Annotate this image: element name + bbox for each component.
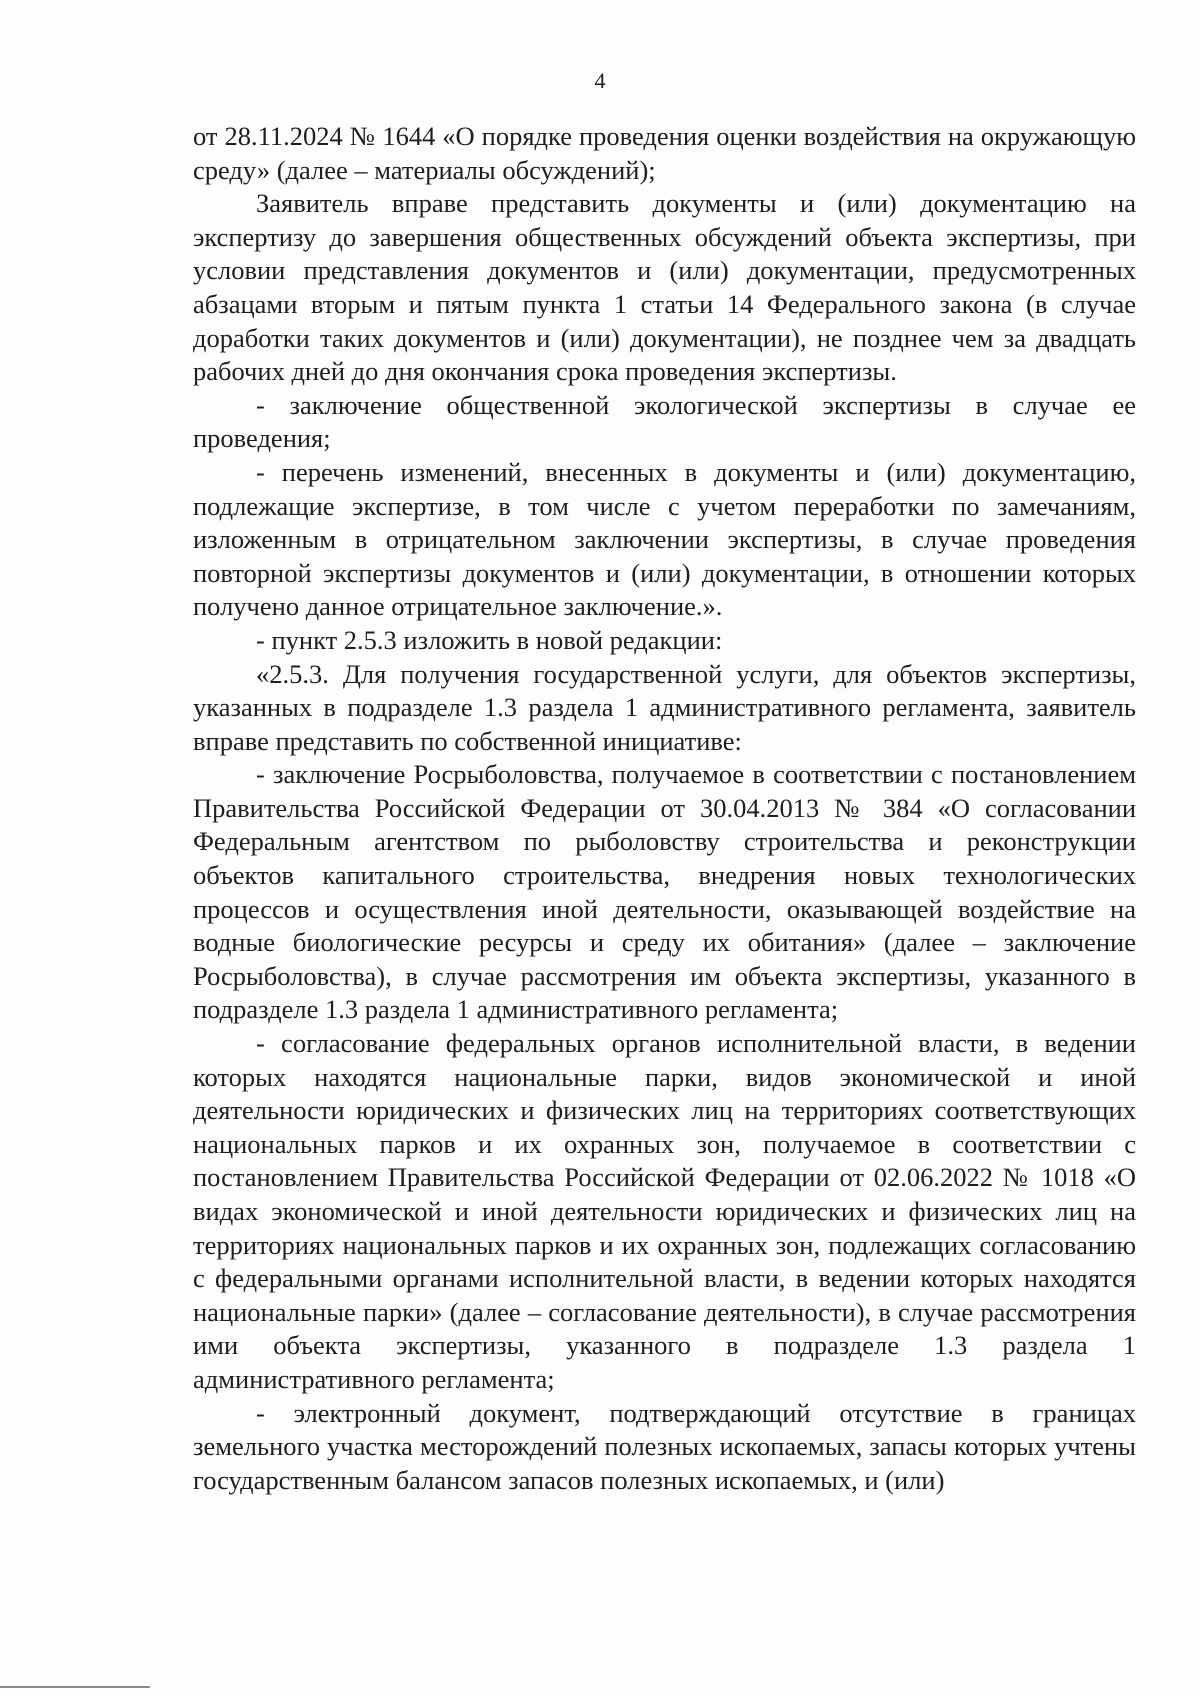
scan-edge-rule <box>0 1686 150 1688</box>
paragraph: от 28.11.2024 № 1644 «О порядке проведения оценки воздействия на окружающую среду» (далее – материалы обсуждений); <box>193 121 1136 185</box>
paragraph: Заявитель вправе представить документы и (или) документацию на экспертизу до завершения общественных обсуждений объекта экспертизы, при условии представления документов и (или) документации, предусмотренных абзацами вторым и пятым пункта 1 статьи 14 Федерального закона (в случае доработки таких документов и (или) документации), не позднее чем за двадцать рабочих дней до дня окончания срока проведения экспертизы. <box>193 188 1136 387</box>
paragraph: - согласование федеральных органов исполнительной власти, в ведении которых находятся национальные парки, видов экономической и иной деятельности юридических и физических лиц на территориях соответствующих национальных парков и их охранных зон, получаемое в соответствии с постановлением Правительства Российской Федерации от 02.06.2022 № 1018 «О видах экономической и иной деятельности юридических и физических лиц на территориях национальных парков и их охранных зон, подлежащих согласованию с федеральными органами исполнительной власти, в ведении которых находятся национальные парки» (далее – согласование деятельности), в случае рассмотрения ими объекта экспертизы, указанного в подразделе 1.3 раздела 1 административного регламента; <box>193 1028 1136 1394</box>
paragraph: - заключение общественной экологической экспертизы в случае ее проведения; <box>193 389 1136 454</box>
paragraph: - перечень изменений, внесенных в документы и (или) документацию, подлежащие экспертизе, в том числе с учетом переработки по замечаниям, изложенным в отрицательном заключении экспертизы, в случае проведения повторной экспертизы документов и (или) документации, в отношении которых получено данное отрицательное заключение.». <box>193 456 1136 622</box>
paragraph: «2.5.3. Для получения государственной услуги, для объектов экспертизы, указанных в подразделе 1.3 раздела 1 административного регламента, заявитель вправе представить по собственной инициативе: <box>193 658 1136 756</box>
page-number: 4 <box>594 68 606 93</box>
paragraph: - пункт 2.5.3 изложить в новой редакции: <box>256 624 723 655</box>
paragraph: - электронный документ, подтверждающий отсутствие в границах земельного участка месторождений полезных ископаемых, запасы которых учтены государственным балансом запасов полезных ископаемых, и (или) <box>193 1397 1136 1495</box>
paragraph: - заключение Росрыболовства, получаемое в соответствии с постановлением Правительства Российской Федерации от 30.04.2013 № 384 «О согласовании Федеральным агентством по рыболовству строительства и реконструкции объектов капитального строительства, внедрения новых технологических процессов и осуществления иной деятельности, оказывающей воздействие на водные биологические ресурсы и среду их обитания» (далее – заключение Росрыболовства), в случае рассмотрения им объекта экспертизы, указанного в подразделе 1.3 раздела 1 административного регламента; <box>193 759 1136 1025</box>
document-body <box>193 120 1136 1497</box>
